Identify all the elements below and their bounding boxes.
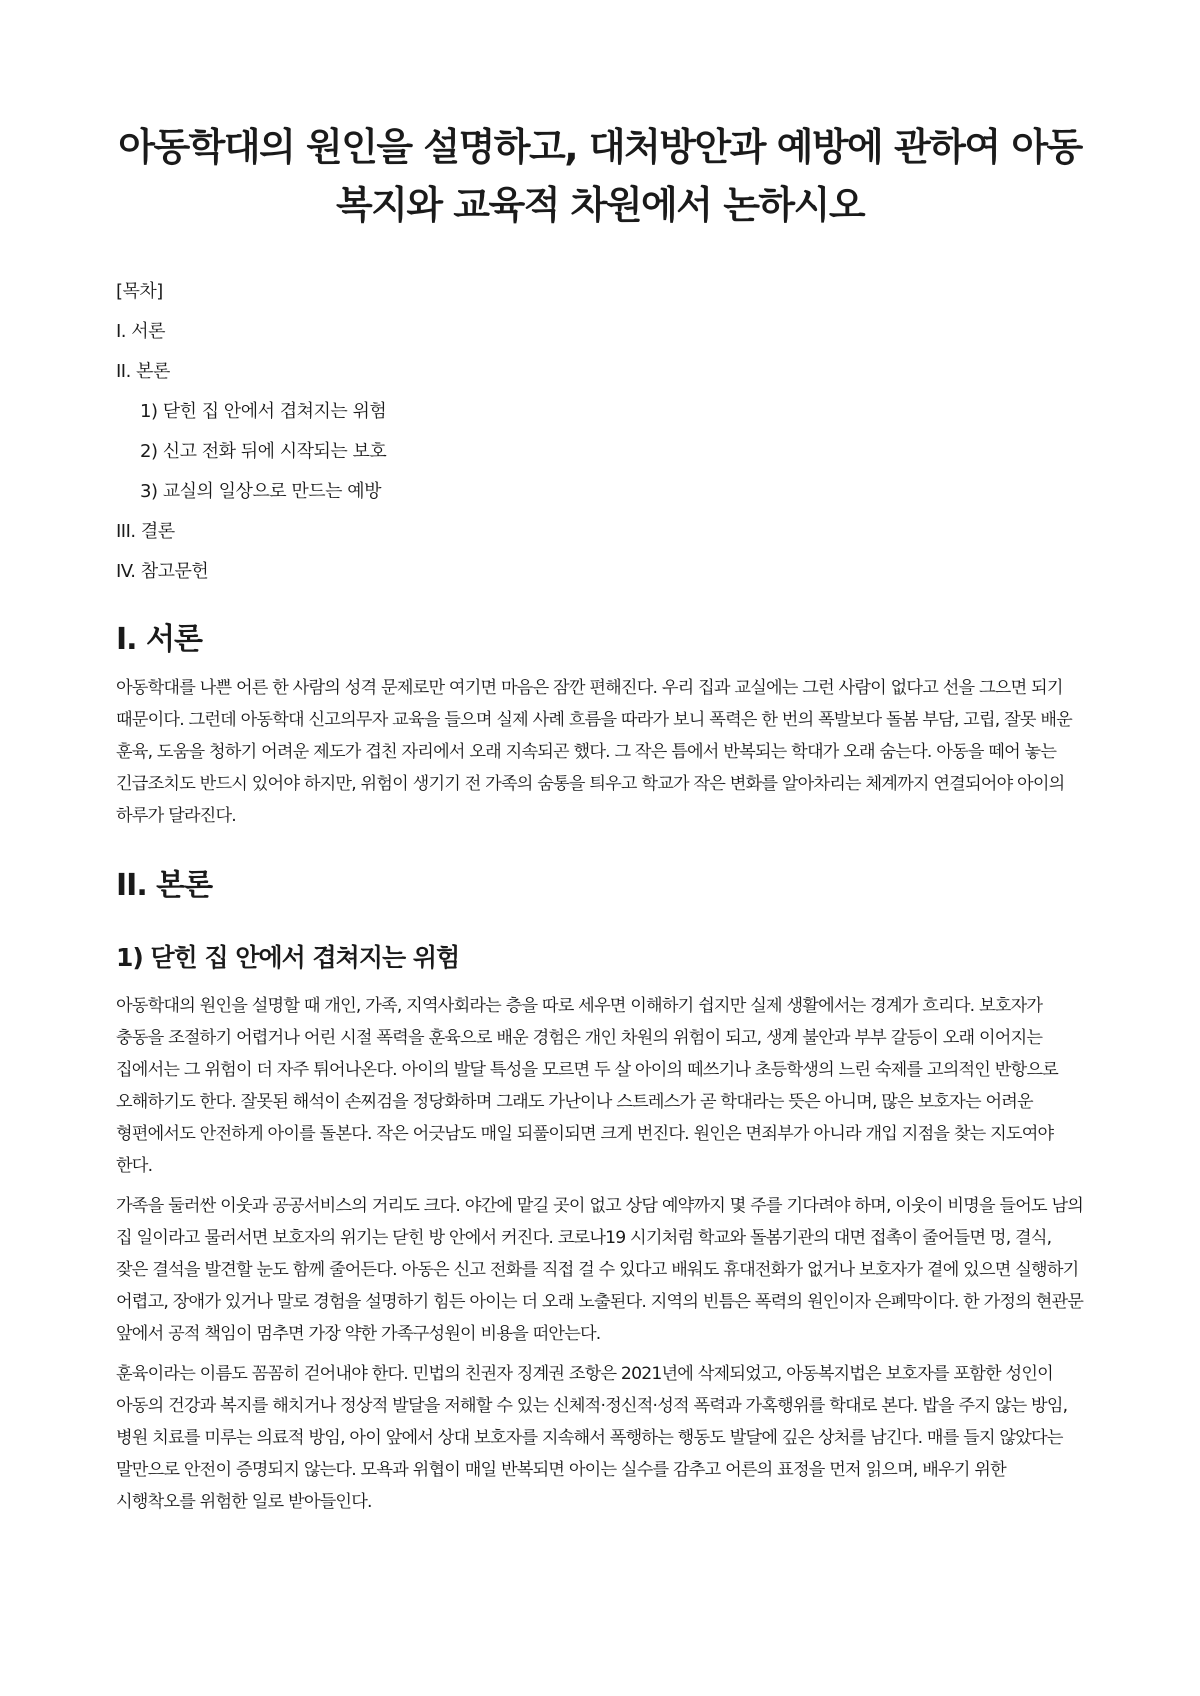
body-heading: II. 본론 — [116, 868, 213, 903]
intro-paragraph: 아동학대를 나쁜 어른 한 사람의 성격 문제로만 여기면 마음은 잠깐 편해진다. 우리 집과 교실에는 그런 사람이 없다고 선을 그으면 되기 때문이다. 그런데 아동학대 신고의무자 교육을 들으며 실제 사례 흐름을 따라가 보니 폭력은 한 번의 폭발보다 돌봄 부담, 고립, 잘못 배운 훈육, 도움을 청하기 어려운 제도가 겹친 자리에서 오래 지속되곤 했다. 그 작은 틈에서 반복되는 학대가 오래 숨는다. 아동을 떼어 놓는 긴급조치도 반드시 있어야 하지만, 위험이 생기기 전 가족의 숨통을 틔우고 학교가 작은 변화를 알아차리는 체계까지 연결되어야 아이의 하루가 달라진다. — [116, 678, 1072, 826]
toc-label: [목차] — [116, 281, 163, 302]
document-page — [116, 118, 1084, 1518]
toc-item-body-3: 3) 교실의 일상으로 만드는 예방 — [140, 481, 382, 502]
section-1-heading: 1) 닫힌 집 안에서 겹쳐지는 위험 — [116, 943, 460, 972]
toc-item-references: IV. 참고문헌 — [116, 561, 209, 582]
toc-item-conclusion: III. 결론 — [116, 521, 175, 542]
toc-item-body-2: 2) 신고 전화 뒤에 시작되는 보호 — [140, 441, 387, 462]
intro-heading: I. 서론 — [116, 622, 202, 657]
title-line-2: 복지와 교육적 차원에서 논하시오 — [335, 183, 865, 227]
section-1-paragraph-2: 가족을 둘러싼 이웃과 공공서비스의 거리도 크다. 야간에 맡길 곳이 없고 상담 예약까지 몇 주를 기다려야 하며, 이웃이 비명을 들어도 남의 집 일이라고 물러서면 보호자의 위기는 닫힌 방 안에서 커진다. 코로나19 시기처럼 학교와 돌봄기관의 대면 접촉이 줄어들면 멍, 결식, 잦은 결석을 발견할 눈도 함께 줄어든다. 아동은 신고 전화를 직접 걸 수 있다고 배워도 휴대전화가 없거나 보호자가 곁에 있으면 실행하기 어렵고, 장애가 있거나 말로 경험을 설명하기 힘든 아이는 더 오래 노출된다. 지역의 빈틈은 폭력의 원인이자 은폐막이다. 한 가정의 현관문 앞에서 공적 책임이 멈추면 가장 약한 가족구성원이 비용을 떠안는다. — [116, 1196, 1084, 1344]
section-1-paragraph-3: 훈육이라는 이름도 꼼꼼히 걷어내야 한다. 민법의 친권자 징계권 조항은 2021년에 삭제되었고, 아동복지법은 보호자를 포함한 성인이 아동의 건강과 복지를 해치거나 정상적 발달을 저해할 수 있는 신체적·정신적·성적 폭력과 가혹행위를 학대로 본다. 밥을 주지 않는 방임, 병원 치료를 미루는 의료적 방임, 아이 앞에서 상대 보호자를 지속해서 폭행하는 행동도 발달에 깊은 상처를 남긴다. 매를 들지 않았다는 말만으로 안전이 증명되지 않는다. 모욕과 위협이 매일 반복되면 아이는 실수를 감추고 어른의 표정을 먼저 읽으며, 배우기 위한 시행착오를 위험한 일로 받아들인다. — [116, 1364, 1068, 1512]
toc-item-intro: I. 서론 — [116, 321, 166, 342]
title-line-1: 아동학대의 원인을 설명하고, 대처방안과 예방에 관하여 아동 — [118, 125, 1082, 169]
section-1-paragraph-1: 아동학대의 원인을 설명할 때 개인, 가족, 지역사회라는 층을 따로 세우면 이해하기 쉽지만 실제 생활에서는 경계가 흐리다. 보호자가 충동을 조절하기 어렵거나 어린 시절 폭력을 훈육으로 배운 경험은 개인 차원의 위험이 되고, 생계 불안과 부부 갈등이 오래 이어지는 집에서는 그 위험이 더 자주 튀어나온다. 아이의 발달 특성을 모르면 두 살 아이의 떼쓰기나 초등학생의 느린 숙제를 고의적인 반항으로 오해하기도 한다. 잘못된 해석이 손찌검을 정당화하며 그래도 가난이나 스트레스가 곧 학대라는 뜻은 아니며, 많은 보호자는 어려운 형편에서도 안전하게 아이를 돌본다. 작은 어긋남도 매일 되풀이되면 크게 번진다. 원인은 면죄부가 아니라 개입 지점을 찾는 지도여야 한다. — [116, 996, 1058, 1176]
toc-item-body-1: 1) 닫힌 집 안에서 겹쳐지는 위험 — [140, 401, 387, 422]
document-title — [116, 118, 1084, 234]
toc-item-body: II. 본론 — [116, 361, 170, 382]
table-of-contents — [116, 272, 1084, 592]
